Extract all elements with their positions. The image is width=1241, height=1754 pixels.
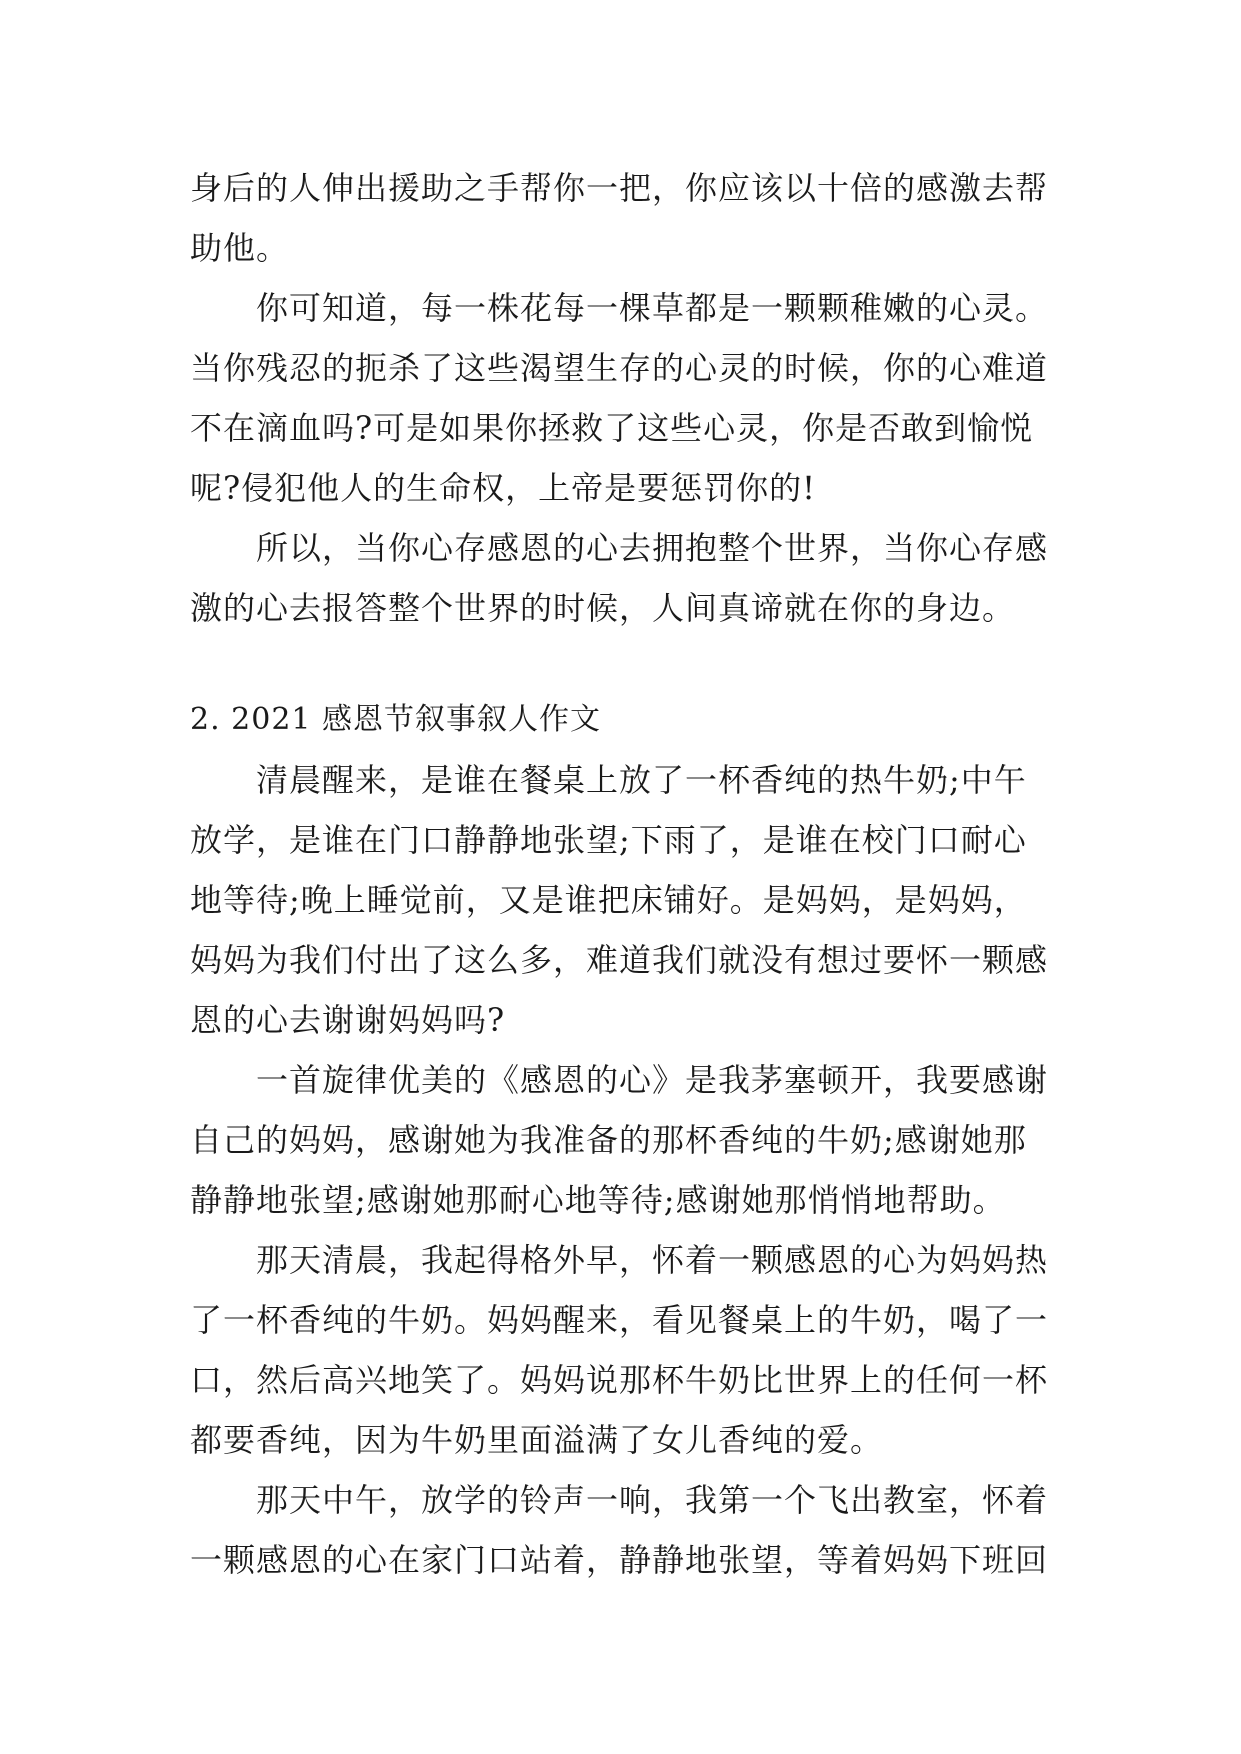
text-line: 地等待;晚上睡觉前，又是谁把床铺好。是妈妈，是妈妈， (190, 881, 1027, 919)
text-line: 清晨醒来，是谁在餐桌上放了一杯香纯的热牛奶;中午 (256, 761, 1027, 799)
text-line: 所以，当你心存感恩的心去拥抱整个世界，当你心存感 (256, 529, 1049, 567)
text-line: 了一杯香纯的牛奶。妈妈醒来，看见餐桌上的牛奶，喝了一 (190, 1301, 1049, 1339)
text-line: 助他。 (190, 229, 290, 267)
text-line: 那天清晨，我起得格外早，怀着一颗感恩的心为妈妈热 (256, 1241, 1049, 1279)
text-line: 激的心去报答整个世界的时候，人间真谛就在你的身边。 (190, 589, 1016, 627)
text-line: 一首旋律优美的《感恩的心》是我茅塞顿开，我要感谢 (256, 1061, 1049, 1099)
text-line: 都要香纯，因为牛奶里面溢满了女儿香纯的爱。 (190, 1421, 884, 1459)
text-line: 当你残忍的扼杀了这些渴望生存的心灵的时候，你的心难道 (190, 349, 1049, 387)
paragraph (190, 518, 1050, 638)
text-line: 你可知道，每一株花每一棵草都是一颗颗稚嫩的心灵。 (256, 289, 1049, 327)
text-line: 身后的人伸出援助之手帮你一把，你应该以十倍的感激去帮 (190, 169, 1049, 207)
paragraph (190, 1470, 1050, 1590)
text-line: 那天中午，放学的铃声一响，我第一个飞出教室，怀着 (256, 1481, 1049, 1519)
paragraph (190, 1050, 1050, 1230)
paragraph (190, 1230, 1050, 1470)
section-heading (190, 690, 1050, 750)
text-line: 一颗感恩的心在家门口站着，静静地张望，等着妈妈下班回 (190, 1541, 1049, 1579)
text-line: 静静地张望;感谢她那耐心地等待;感谢她那悄悄地帮助。 (190, 1181, 1006, 1219)
text-line: 恩的心去谢谢妈妈吗? (190, 1001, 506, 1039)
heading-text: 2. 2021 感恩节叙事叙人作文 (190, 702, 602, 737)
text-line: 口，然后高兴地笑了。妈妈说那杯牛奶比世界上的任何一杯 (190, 1361, 1049, 1399)
text-line: 放学，是谁在门口静静地张望;下雨了，是谁在校门口耐心 (190, 821, 1027, 859)
text-line: 不在滴血吗?可是如果你拯救了这些心灵，你是否敢到愉悦 (190, 409, 1034, 447)
paragraph-continuation (190, 158, 1050, 278)
paragraph (190, 278, 1050, 518)
paragraph (190, 750, 1050, 1050)
text-line: 呢?侵犯他人的生命权，上帝是要惩罚你的! (190, 469, 817, 507)
text-line: 自己的妈妈，感谢她为我准备的那杯香纯的牛奶;感谢她那 (190, 1121, 1027, 1159)
text-line: 妈妈为我们付出了这么多，难道我们就没有想过要怀一颗感 (190, 941, 1049, 979)
